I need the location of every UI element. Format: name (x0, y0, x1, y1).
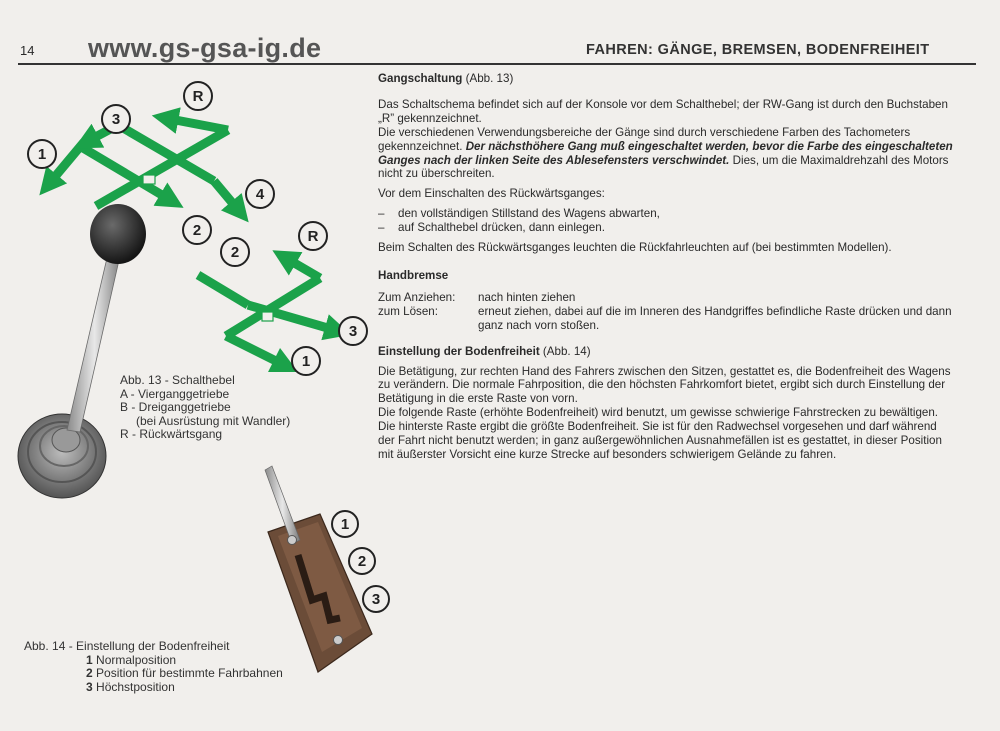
paragraph: Die verschiedenen Verwendungsbereiche der Gänge sind durch verschiedene Farben des Tachometers gekennzeichnet. Der nächsthöhere Gang muß eingeschaltet werden, bevor die Farbe des eingeschalteten Ganges nach der linken Seite des Ablesefensters verschwindet. Dies, um die Maximaldrehzahl des Motors nicht zu überschreiten. (378, 125, 953, 181)
section-heading-bodenfreiheit: Einstellung der Bodenfreiheit (Abb. 14) (378, 344, 591, 358)
fig13-caption-block (120, 374, 290, 442)
label-1-b (292, 347, 320, 375)
label-2-a (183, 216, 211, 244)
fig14-caption: Abb. 14 - Einstellung der Bodenfreiheit (24, 639, 230, 653)
section-heading-gangschaltung: Gangschaltung (Abb. 13) (378, 72, 514, 85)
label-2-b (221, 238, 249, 266)
paragraph: Die Betätigung, zur rechten Hand des Fahrers zwischen den Sitzen, gestattet es, die Bodenfreiheit des Wagens zu verändern. Die normale Fahrposition, die den höchsten Fahrkomfort bietet, ergibt sich durch Einstellung der Betätigung in die erste Raste von vorn. (378, 364, 951, 406)
arrow-r (165, 118, 228, 130)
svg-text:2: 2 (230, 244, 240, 261)
fig13-caption: Abb. 13 - Schalthebel (120, 373, 235, 387)
label-4-a (246, 180, 274, 208)
handbrake-row: zum Lösen: erneut ziehen, dabei auf die im Inneren des Handgriffes befindliche Raste drücken und dann ganz nach vorn stoßen. (378, 304, 952, 332)
chapter-title: FAHREN: GÄNGE, BREMSEN, BODENFREIHEIT (586, 42, 930, 58)
svg-text:1: 1 (340, 516, 350, 533)
arrow-r-b (284, 257, 320, 278)
fig13-line: B - Dreiganggetriebe (120, 400, 231, 414)
gate-2 (198, 275, 248, 305)
paragraph: Das Schaltschema befindet sich auf der Konsole vor dem Schalthebel; der RW-Gang ist durch den Buchstaben „R” gekennzeichnet. (378, 97, 948, 125)
fig13-line: (bei Ausrüstung mit Wandler) (136, 413, 291, 428)
paragraph: Die folgende Raste (erhöhte Bodenfreiheit) wird benutzt, um gewisse schwierige Fahrstrecken zu bewältigen. Die hinterste Raste ergibt die größte Bodenfreiheit. Sie ist für den Radwechsel vorgesehen und darf während der Fahrt nicht benutzt werden; in ganz außergewöhnlichen Ausnahmefällen ist es gestattet, in dieser Position mit äußerster Vorsicht eine kurze Strecke auf besonders schwierigem Gelände zu fahren. (378, 406, 942, 461)
label-1-a (28, 140, 56, 168)
neutral-gate-b (226, 278, 320, 336)
section-heading-handbremse: Handbremse (378, 268, 449, 282)
label-r-b (299, 222, 327, 250)
svg-text:R: R (307, 228, 319, 245)
lever-label-3 (363, 586, 389, 612)
svg-text:3: 3 (111, 111, 121, 128)
svg-text:2: 2 (192, 222, 202, 239)
paragraph: Vor dem Einschalten des Rückwärtsganges: (378, 187, 605, 201)
svg-text:1: 1 (301, 353, 311, 370)
fig14-item: 2 Position für bestimmte Fahrbahnen (86, 666, 283, 680)
label-3-b (339, 317, 367, 345)
label-3-a (102, 105, 130, 133)
list-item: – auf Schalthebel drücken, dann einlegen. (378, 221, 605, 235)
gear-pattern-a (48, 118, 240, 212)
fig14-item: 3 Höchstposition (86, 679, 175, 694)
svg-text:1: 1 (37, 146, 47, 163)
paragraph: Beim Schalten des Rückwärtsganges leuchten die Rückfahrleuchten auf (bei bestimmten Modellen). (378, 241, 892, 255)
arrow-1-b (226, 336, 286, 366)
label-r-a (184, 82, 212, 110)
handbrake-row: Zum Anziehen: nach hinten ziehen (378, 290, 576, 304)
svg-text:3: 3 (348, 323, 358, 340)
lever-label-1 (332, 511, 358, 537)
gear-lever-illustration (18, 204, 146, 498)
lever-label-2 (349, 548, 375, 574)
body-text-column (378, 72, 956, 462)
fig13-line: A - Vierganggetriebe (120, 386, 230, 401)
svg-text:2: 2 (357, 553, 367, 570)
fig14-item: 1 Normalposition (86, 652, 177, 667)
svg-text:R: R (192, 88, 204, 105)
svg-text:3: 3 (371, 591, 381, 608)
fig13-line: R - Rückwärtsgang (120, 427, 223, 441)
svg-text:4: 4 (255, 186, 265, 203)
page-number: 14 (20, 43, 35, 58)
site-url[interactable]: www.gs-gsa-ig.de (88, 33, 322, 63)
gate-notch-b (262, 312, 273, 321)
fig14-caption-block (24, 640, 283, 694)
gate-notch-a (143, 175, 155, 184)
arrow-4 (214, 181, 240, 212)
list-item: – den vollständigen Stillstand des Wagens abwarten, (378, 207, 660, 221)
